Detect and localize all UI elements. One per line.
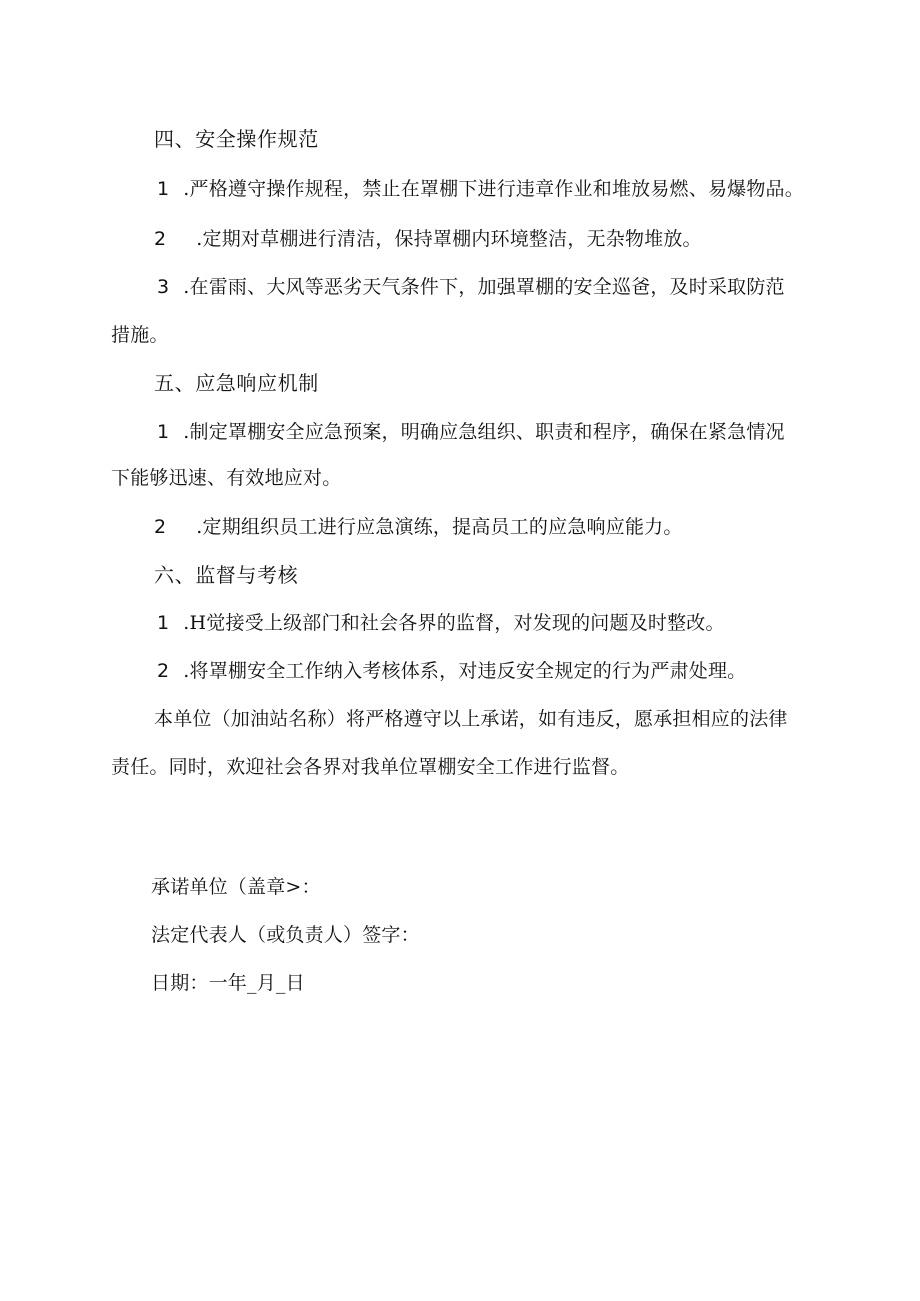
item-text: .将罩棚安全工作纳入考核体系，对违反安全规定的行为严肃处理。 — [183, 660, 747, 682]
item-number: 1 — [157, 612, 170, 634]
list-item-6-1 — [157, 610, 725, 636]
list-item-6-2 — [157, 658, 746, 684]
item-text: .严格遵守操作规程，禁止在罩棚下进行违章作业和堆放易燃、易爆物品。 — [183, 178, 804, 200]
list-item-4-2 — [154, 226, 702, 252]
section-heading-6: 六、监督与考核 — [154, 563, 299, 587]
item-number: 1 — [157, 421, 170, 443]
item-text: .制定罩棚安全应急预案，明确应急组织、职责和程序，确保在紧急情况 — [183, 421, 785, 443]
date-label: 日期：一年_月_日 — [151, 972, 305, 994]
list-item-4-3-continuation: 措施。 — [111, 324, 169, 346]
legal-representative-label: 法定代表人（或负责人）签字： — [151, 924, 420, 946]
section-heading-5: 五、应急响应机制 — [154, 371, 319, 395]
list-item-5-2 — [154, 514, 683, 540]
item-text: .H觉接受上级部门和社会各界的监督，对发现的问题及时整改。 — [183, 612, 725, 634]
list-item-5-1 — [157, 419, 785, 445]
item-text: .定期组织员工进行应急演练，提高员工的应急响应能力。 — [196, 516, 683, 538]
item-text: .在雷雨、大风等恶劣天气条件下，加强罩棚的安全巡爸，及时采取防范 — [183, 276, 785, 298]
closing-paragraph-line1: 本单位（加油站名称）将严格遵守以上承诺，如有违反，愿承担相应的法律 — [154, 708, 788, 730]
list-item-4-3 — [157, 274, 785, 300]
item-number: 3 — [157, 276, 170, 298]
section-heading-4: 四、安全操作规范 — [154, 127, 319, 151]
pledging-unit-label: 承诺单位（盖章>： — [151, 876, 321, 898]
list-item-4-1 — [157, 176, 804, 202]
item-number: 2 — [157, 660, 170, 682]
closing-paragraph-line2: 责任。同时，欢迎社会各界对我单位罩棚安全工作进行监督。 — [111, 756, 630, 778]
item-number: 1 — [157, 178, 170, 200]
item-number: 2 — [154, 228, 167, 250]
item-text: .定期对草棚进行清洁，保持罩棚内环境整洁，无杂物堆放。 — [196, 228, 702, 250]
item-number: 2 — [154, 516, 167, 538]
list-item-5-1-continuation: 下能够迅速、有效地应对。 — [111, 467, 342, 489]
